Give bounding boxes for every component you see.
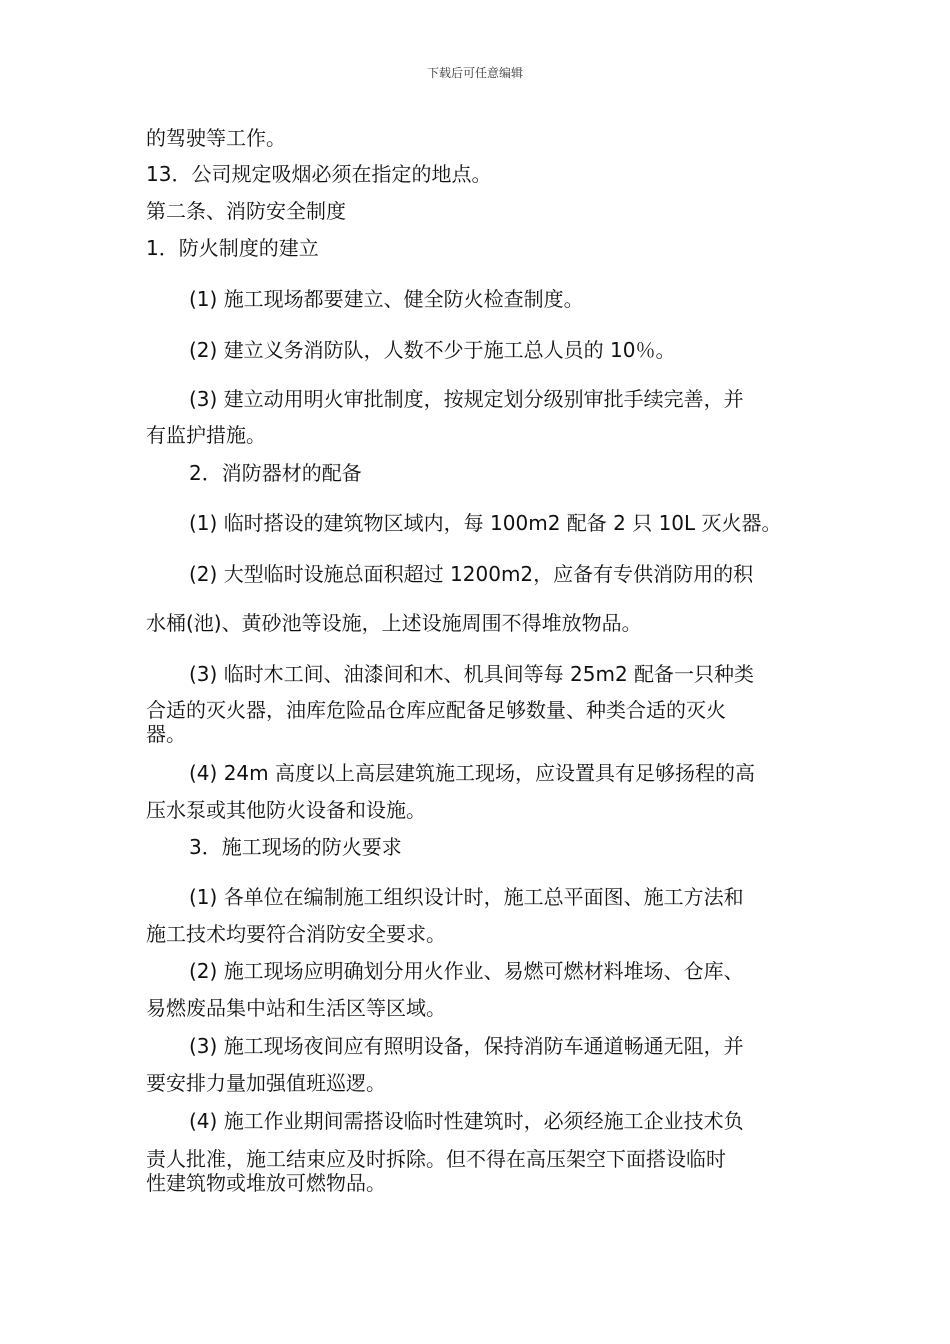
text-line: 水桶(池)、黄砂池等设施，上述设施周围不得堆放物品。	[146, 611, 642, 635]
text-line: 要安排力量加强值班巡逻。	[146, 1071, 386, 1095]
text-line: (1) 各单位在编制施工组织设计时，施工总平面图、施工方法和	[189, 885, 744, 909]
subsection-heading: 3．施工现场的防火要求	[189, 835, 402, 859]
text-line: 合适的灭火器，油库危险品仓库应配备足够数量、种类合适的灭火	[146, 698, 726, 722]
text-line: 的驾驶等工作。	[146, 126, 286, 150]
subsection-heading: 1．防火制度的建立	[146, 236, 319, 260]
page-header: 下载后可任意编辑	[426, 66, 523, 80]
text-line: (3) 建立动用明火审批制度，按规定划分级别审批手续完善，并	[189, 387, 744, 411]
text-line: (2) 建立义务消防队，人数不少于施工总人员的 10％。	[189, 338, 676, 362]
text-line: (4) 24m 高度以上高层建筑施工现场，应设置具有足够扬程的高	[189, 761, 755, 785]
text-line: (2) 施工现场应明确划分用火作业、易燃可燃材料堆场、仓库、	[189, 959, 744, 983]
text-line: 易燃废品集中站和生活区等区域。	[146, 996, 446, 1020]
subsection-heading: 2．消防器材的配备	[189, 461, 362, 485]
text-line: (2) 大型临时设施总面积超过 1200m2，应备有专供消防用的积	[189, 562, 754, 586]
text-line: (1) 临时搭设的建筑物区域内，每 100m2 配备 2 只 10L 灭火器。	[189, 511, 782, 535]
text-line: (3) 临时木工间、油漆间和木、机具间等每 25m2 配备一只种类	[189, 662, 755, 686]
text-line: 有监护措施。	[146, 423, 266, 447]
text-line: (1) 施工现场都要建立、健全防火检查制度。	[189, 287, 584, 311]
section-heading: 第二条、消防安全制度	[146, 199, 346, 223]
text-line: (4) 施工作业期间需搭设临时性建筑时，必须经施工企业技术负	[189, 1109, 744, 1133]
text-line: 责人批准，施工结束应及时拆除。但不得在高压架空下面搭设临时	[146, 1147, 726, 1171]
text-line: 器。	[146, 722, 186, 746]
text-line: (3) 施工现场夜间应有照明设备，保持消防车通道畅通无阻，并	[189, 1034, 744, 1058]
text-line: 施工技术均要符合消防安全要求。	[146, 922, 446, 946]
text-line: 性建筑物或堆放可燃物品。	[146, 1171, 386, 1195]
text-line: 压水泵或其他防火设备和设施。	[146, 798, 426, 822]
text-line: 13．公司规定吸烟必须在指定的地点。	[146, 162, 492, 186]
